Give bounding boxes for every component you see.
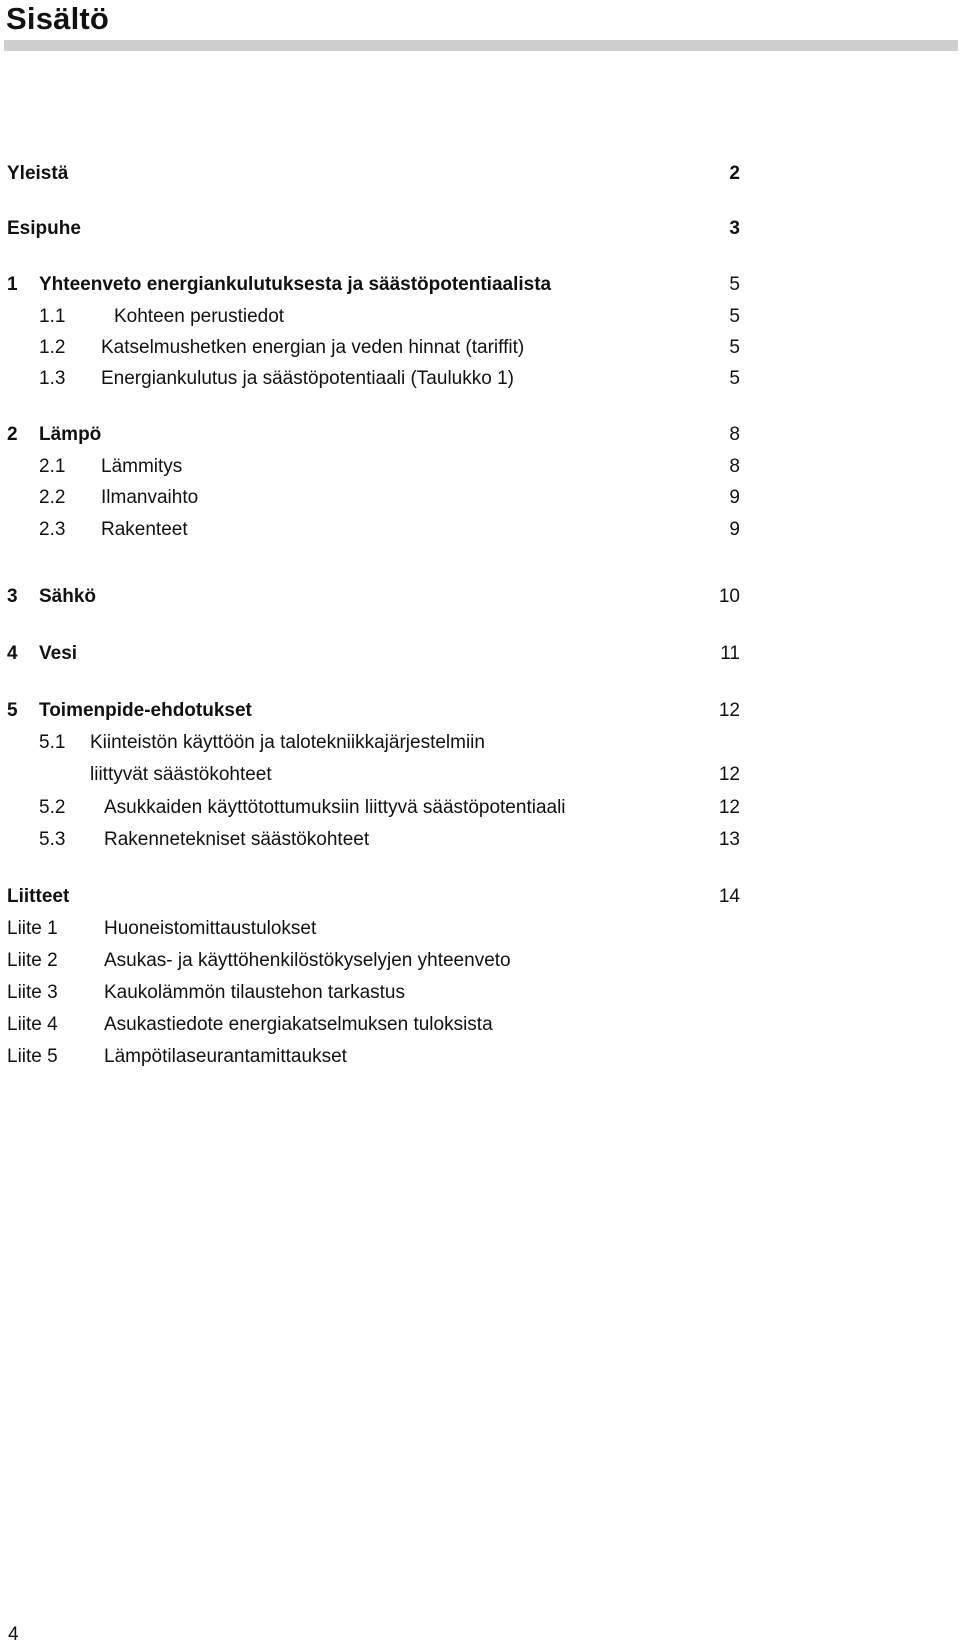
toc-entry-label: Katselmushetken energian ja veden hinnat (tariffit)	[101, 337, 525, 358]
toc-entry-page: 10	[718, 586, 740, 607]
toc-entry-liite-1[interactable]	[0, 916, 760, 942]
toc-entry-label: Yhteenveto energiankulutuksesta ja säästöpotentiaalista	[39, 274, 552, 295]
toc-entry-section-1-3[interactable]	[0, 366, 760, 392]
toc-entry-page: 2	[729, 163, 740, 184]
toc-entry-label: Vesi	[39, 643, 78, 664]
toc-entry-page: 9	[729, 519, 740, 540]
toc-entry-number: Liite 4	[7, 1014, 58, 1035]
toc-entry-number: 5.1	[39, 732, 66, 753]
page-title: Sisältö	[6, 1, 110, 36]
toc-entry-number: 5	[7, 700, 18, 721]
toc-entry-number: 2.3	[39, 519, 66, 540]
toc-entry-page: 5	[729, 368, 740, 389]
toc-entry-label: Asukas- ja käyttöhenkilöstökyselyjen yhteenveto	[104, 950, 511, 971]
toc-entry-liite-5[interactable]	[0, 1044, 760, 1070]
toc-entry-label: Kiinteistön käyttöön ja talotekniikkajärjestelmiin	[90, 732, 485, 753]
page-number: 4	[8, 1624, 19, 1645]
toc-entry-section-4[interactable]	[0, 641, 760, 667]
toc-entry-section-5-1-continued[interactable]	[0, 762, 760, 788]
toc-entry-section-2-3[interactable]	[0, 517, 760, 543]
toc-entry-label: Lämmitys	[101, 456, 183, 477]
toc-entry-page: 13	[718, 829, 740, 850]
toc-entry-section-5-3[interactable]	[0, 827, 760, 853]
toc-entry-label: Kaukolämmön tilaustehon tarkastus	[104, 982, 405, 1003]
toc-entry-section-5-2[interactable]	[0, 795, 760, 821]
toc-entry-number: 2.2	[39, 487, 66, 508]
toc-entry-liite-4[interactable]	[0, 1012, 760, 1038]
toc-entry-number: Liite 5	[7, 1046, 58, 1067]
toc-entry-yleista[interactable]	[0, 161, 760, 187]
toc-entry-page: 12	[718, 764, 740, 785]
toc-entry-label: Kohteen perustiedot	[114, 306, 285, 327]
toc-entry-section-1-2[interactable]	[0, 335, 760, 361]
toc-entry-number: 1.3	[39, 368, 66, 389]
toc-entry-page: 12	[718, 797, 740, 818]
toc-entry-label: liittyvät säästökohteet	[90, 764, 272, 785]
toc-entry-label: Lämpö	[39, 424, 102, 445]
toc-entry-label: Energiankulutus ja säästöpotentiaali (Taulukko 1)	[101, 368, 514, 389]
toc-entry-page: 5	[729, 306, 740, 327]
toc-entry-page: 5	[729, 337, 740, 358]
toc-entry-page: 12	[718, 700, 740, 721]
toc-entry-page: 5	[729, 274, 740, 295]
toc-entry-number: Liite 2	[7, 950, 58, 971]
toc-entry-section-1-1[interactable]	[0, 304, 760, 330]
toc-entry-esipuhe[interactable]	[0, 216, 760, 242]
toc-entry-section-1[interactable]	[0, 272, 760, 298]
toc-entry-label: Toimenpide-ehdotukset	[39, 700, 252, 721]
toc-entry-label: Sähkö	[39, 586, 97, 607]
toc-entry-page: 14	[718, 886, 740, 907]
toc-entry-section-2[interactable]	[0, 422, 760, 448]
toc-entry-label: Asukkaiden käyttötottumuksiin liittyvä säästöpotentiaali	[104, 797, 566, 818]
toc-entry-number: 3	[7, 586, 18, 607]
toc-entry-number: 1.2	[39, 337, 66, 358]
toc-entry-label: Liitteet	[7, 886, 70, 907]
toc-entry-section-3[interactable]	[0, 584, 760, 610]
toc-entry-label: Asukastiedote energiakatselmuksen tuloksista	[104, 1014, 493, 1035]
toc-entry-section-2-2[interactable]	[0, 485, 760, 511]
toc-entry-liite-2[interactable]	[0, 948, 760, 974]
toc-entry-number: 2.1	[39, 456, 66, 477]
toc-entry-label: Esipuhe	[7, 218, 81, 239]
toc-entry-label: Rakennetekniset säästökohteet	[104, 829, 370, 850]
toc-entry-label: Rakenteet	[101, 519, 188, 540]
toc-entry-number: 5.2	[39, 797, 66, 818]
toc-entry-number: 1	[7, 274, 18, 295]
toc-entry-label: Ilmanvaihto	[101, 487, 199, 508]
toc-entry-label: Yleistä	[7, 163, 69, 184]
toc-entry-liitteet[interactable]	[0, 884, 760, 910]
toc-entry-page: 9	[729, 487, 740, 508]
toc-entry-number: 2	[7, 424, 18, 445]
toc-entry-number: Liite 1	[7, 918, 58, 939]
toc-entry-number: 4	[7, 643, 18, 664]
toc-entry-number: 5.3	[39, 829, 66, 850]
toc-entry-page: 8	[729, 424, 740, 445]
toc-entry-section-5-1[interactable]	[0, 730, 760, 756]
toc-entry-page: 3	[729, 218, 740, 239]
toc-entry-section-5[interactable]	[0, 698, 760, 724]
toc-entry-page: 8	[729, 456, 740, 477]
toc-entry-section-2-1[interactable]	[0, 454, 760, 480]
toc-entry-label: Lämpötilaseurantamittaukset	[104, 1046, 347, 1067]
toc-entry-liite-3[interactable]	[0, 980, 760, 1006]
toc-entry-number: 1.1	[39, 306, 66, 327]
toc-entry-label: Huoneistomittaustulokset	[104, 918, 317, 939]
toc-entry-number: Liite 3	[7, 982, 58, 1003]
toc-entry-page: 11	[720, 643, 740, 664]
